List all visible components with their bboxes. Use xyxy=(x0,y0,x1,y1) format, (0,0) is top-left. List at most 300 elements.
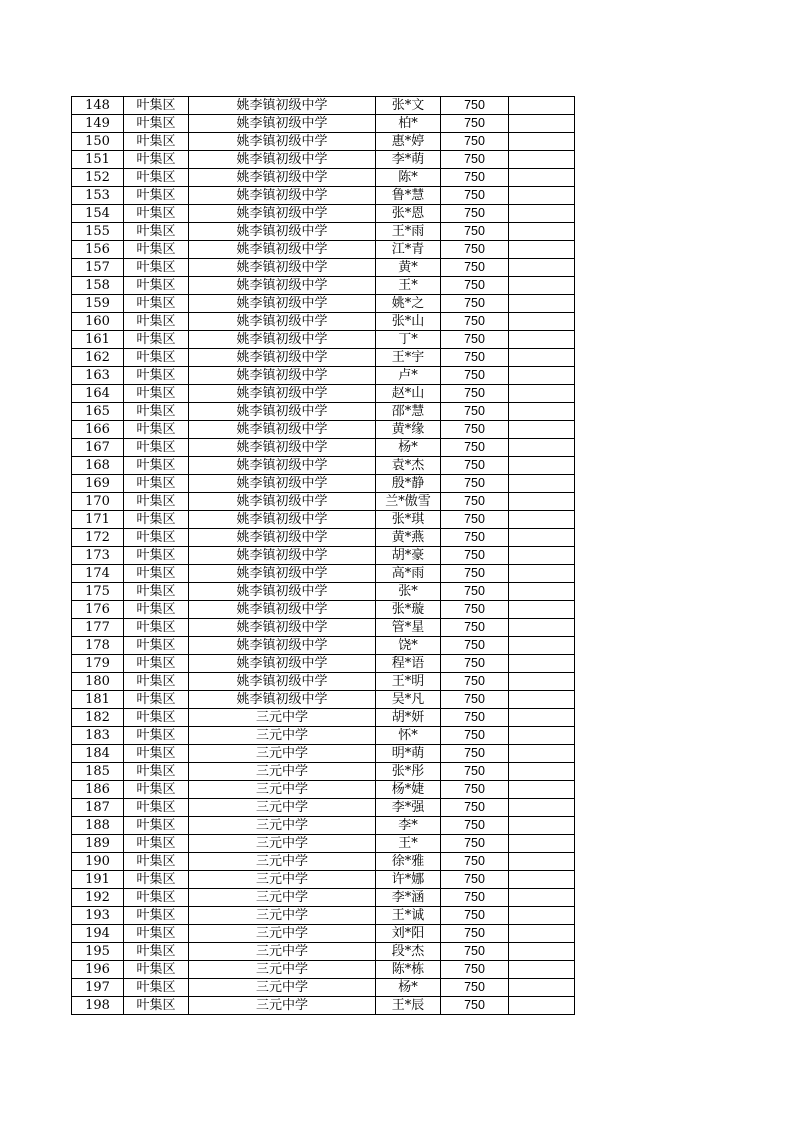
row-number-cell: 193 xyxy=(72,907,124,925)
school-cell: 三元中学 xyxy=(189,925,376,943)
score-cell: 750 xyxy=(441,835,509,853)
student-name-cell: 殷*静 xyxy=(376,475,441,493)
table-row xyxy=(72,745,575,763)
district-cell: 叶集区 xyxy=(124,529,189,547)
student-name-cell: 张*恩 xyxy=(376,205,441,223)
row-number-cell: 194 xyxy=(72,925,124,943)
student-name-cell: 段*杰 xyxy=(376,943,441,961)
score-cell: 750 xyxy=(441,565,509,583)
score-cell: 750 xyxy=(441,781,509,799)
score-cell: 750 xyxy=(441,691,509,709)
table-row xyxy=(72,457,575,475)
student-name-cell: 袁*杰 xyxy=(376,457,441,475)
score-cell: 750 xyxy=(441,727,509,745)
table-row xyxy=(72,223,575,241)
row-number-cell: 167 xyxy=(72,439,124,457)
student-name-cell: 江*青 xyxy=(376,241,441,259)
table-row xyxy=(72,781,575,799)
district-cell: 叶集区 xyxy=(124,547,189,565)
score-cell: 750 xyxy=(441,331,509,349)
score-cell: 750 xyxy=(441,511,509,529)
remark-cell xyxy=(509,529,575,547)
district-cell: 叶集区 xyxy=(124,655,189,673)
student-name-cell: 杨*婕 xyxy=(376,781,441,799)
remark-cell xyxy=(509,979,575,997)
row-number-cell: 165 xyxy=(72,403,124,421)
school-cell: 姚李镇初级中学 xyxy=(189,529,376,547)
remark-cell xyxy=(509,943,575,961)
district-cell: 叶集区 xyxy=(124,583,189,601)
score-cell: 750 xyxy=(441,115,509,133)
score-cell: 750 xyxy=(441,763,509,781)
student-name-cell: 惠*婷 xyxy=(376,133,441,151)
district-cell: 叶集区 xyxy=(124,241,189,259)
table-row xyxy=(72,709,575,727)
remark-cell xyxy=(509,871,575,889)
remark-cell xyxy=(509,817,575,835)
school-cell: 姚李镇初级中学 xyxy=(189,151,376,169)
row-number-cell: 183 xyxy=(72,727,124,745)
school-cell: 姚李镇初级中学 xyxy=(189,601,376,619)
remark-cell xyxy=(509,313,575,331)
district-cell: 叶集区 xyxy=(124,205,189,223)
district-cell: 叶集区 xyxy=(124,133,189,151)
table-row xyxy=(72,565,575,583)
table-row xyxy=(72,583,575,601)
district-cell: 叶集区 xyxy=(124,853,189,871)
table-row xyxy=(72,187,575,205)
score-cell: 750 xyxy=(441,583,509,601)
district-cell: 叶集区 xyxy=(124,961,189,979)
district-cell: 叶集区 xyxy=(124,637,189,655)
table-row xyxy=(72,655,575,673)
score-table-body xyxy=(72,97,575,1015)
row-number-cell: 191 xyxy=(72,871,124,889)
remark-cell xyxy=(509,169,575,187)
student-name-cell: 张*彤 xyxy=(376,763,441,781)
table-row xyxy=(72,547,575,565)
remark-cell xyxy=(509,475,575,493)
remark-cell xyxy=(509,97,575,115)
row-number-cell: 153 xyxy=(72,187,124,205)
remark-cell xyxy=(509,565,575,583)
score-cell: 750 xyxy=(441,979,509,997)
row-number-cell: 154 xyxy=(72,205,124,223)
table-row xyxy=(72,817,575,835)
remark-cell xyxy=(509,115,575,133)
score-cell: 750 xyxy=(441,547,509,565)
district-cell: 叶集区 xyxy=(124,367,189,385)
school-cell: 姚李镇初级中学 xyxy=(189,637,376,655)
district-cell: 叶集区 xyxy=(124,277,189,295)
student-name-cell: 鲁*慧 xyxy=(376,187,441,205)
remark-cell xyxy=(509,961,575,979)
remark-cell xyxy=(509,241,575,259)
table-row xyxy=(72,313,575,331)
school-cell: 姚李镇初级中学 xyxy=(189,673,376,691)
district-cell: 叶集区 xyxy=(124,349,189,367)
row-number-cell: 177 xyxy=(72,619,124,637)
student-name-cell: 王*辰 xyxy=(376,997,441,1015)
table-row xyxy=(72,997,575,1015)
student-name-cell: 黄*燕 xyxy=(376,529,441,547)
remark-cell xyxy=(509,547,575,565)
district-cell: 叶集区 xyxy=(124,889,189,907)
score-cell: 750 xyxy=(441,313,509,331)
remark-cell xyxy=(509,403,575,421)
student-name-cell: 胡*妍 xyxy=(376,709,441,727)
score-cell: 750 xyxy=(441,889,509,907)
school-cell: 三元中学 xyxy=(189,727,376,745)
student-name-cell: 李*萌 xyxy=(376,151,441,169)
score-cell: 750 xyxy=(441,367,509,385)
table-row xyxy=(72,169,575,187)
row-number-cell: 181 xyxy=(72,691,124,709)
student-name-cell: 许*娜 xyxy=(376,871,441,889)
table-row xyxy=(72,925,575,943)
score-cell: 750 xyxy=(441,241,509,259)
district-cell: 叶集区 xyxy=(124,601,189,619)
table-row xyxy=(72,115,575,133)
school-cell: 三元中学 xyxy=(189,943,376,961)
school-cell: 三元中学 xyxy=(189,745,376,763)
district-cell: 叶集区 xyxy=(124,619,189,637)
school-cell: 姚李镇初级中学 xyxy=(189,115,376,133)
district-cell: 叶集区 xyxy=(124,871,189,889)
row-number-cell: 160 xyxy=(72,313,124,331)
remark-cell xyxy=(509,727,575,745)
row-number-cell: 187 xyxy=(72,799,124,817)
score-cell: 750 xyxy=(441,637,509,655)
table-row xyxy=(72,763,575,781)
row-number-cell: 148 xyxy=(72,97,124,115)
row-number-cell: 195 xyxy=(72,943,124,961)
score-cell: 750 xyxy=(441,673,509,691)
remark-cell xyxy=(509,997,575,1015)
row-number-cell: 159 xyxy=(72,295,124,313)
row-number-cell: 168 xyxy=(72,457,124,475)
school-cell: 姚李镇初级中学 xyxy=(189,493,376,511)
remark-cell xyxy=(509,349,575,367)
table-row xyxy=(72,385,575,403)
table-row xyxy=(72,511,575,529)
district-cell: 叶集区 xyxy=(124,97,189,115)
row-number-cell: 186 xyxy=(72,781,124,799)
score-cell: 750 xyxy=(441,997,509,1015)
score-cell: 750 xyxy=(441,925,509,943)
table-row xyxy=(72,979,575,997)
remark-cell xyxy=(509,853,575,871)
school-cell: 姚李镇初级中学 xyxy=(189,691,376,709)
table-row xyxy=(72,331,575,349)
remark-cell xyxy=(509,151,575,169)
score-cell: 750 xyxy=(441,439,509,457)
district-cell: 叶集区 xyxy=(124,997,189,1015)
remark-cell xyxy=(509,205,575,223)
table-row xyxy=(72,421,575,439)
row-number-cell: 196 xyxy=(72,961,124,979)
row-number-cell: 178 xyxy=(72,637,124,655)
district-cell: 叶集区 xyxy=(124,691,189,709)
school-cell: 姚李镇初级中学 xyxy=(189,583,376,601)
remark-cell xyxy=(509,601,575,619)
student-name-cell: 王*雨 xyxy=(376,223,441,241)
table-row xyxy=(72,277,575,295)
row-number-cell: 171 xyxy=(72,511,124,529)
remark-cell xyxy=(509,925,575,943)
row-number-cell: 151 xyxy=(72,151,124,169)
school-cell: 姚李镇初级中学 xyxy=(189,259,376,277)
remark-cell xyxy=(509,493,575,511)
row-number-cell: 157 xyxy=(72,259,124,277)
score-cell: 750 xyxy=(441,295,509,313)
row-number-cell: 169 xyxy=(72,475,124,493)
table-row xyxy=(72,241,575,259)
remark-cell xyxy=(509,331,575,349)
table-row xyxy=(72,889,575,907)
score-cell: 750 xyxy=(441,133,509,151)
district-cell: 叶集区 xyxy=(124,331,189,349)
remark-cell xyxy=(509,439,575,457)
row-number-cell: 162 xyxy=(72,349,124,367)
score-cell: 750 xyxy=(441,349,509,367)
school-cell: 三元中学 xyxy=(189,889,376,907)
school-cell: 姚李镇初级中学 xyxy=(189,277,376,295)
remark-cell xyxy=(509,763,575,781)
district-cell: 叶集区 xyxy=(124,457,189,475)
table-row xyxy=(72,691,575,709)
student-name-cell: 黄*缘 xyxy=(376,421,441,439)
score-cell: 750 xyxy=(441,799,509,817)
score-cell: 750 xyxy=(441,853,509,871)
district-cell: 叶集区 xyxy=(124,817,189,835)
school-cell: 三元中学 xyxy=(189,907,376,925)
student-name-cell: 王*宇 xyxy=(376,349,441,367)
remark-cell xyxy=(509,619,575,637)
school-cell: 姚李镇初级中学 xyxy=(189,367,376,385)
remark-cell xyxy=(509,637,575,655)
school-cell: 姚李镇初级中学 xyxy=(189,97,376,115)
student-name-cell: 赵*山 xyxy=(376,385,441,403)
school-cell: 姚李镇初级中学 xyxy=(189,313,376,331)
remark-cell xyxy=(509,385,575,403)
row-number-cell: 182 xyxy=(72,709,124,727)
district-cell: 叶集区 xyxy=(124,673,189,691)
district-cell: 叶集区 xyxy=(124,115,189,133)
school-cell: 三元中学 xyxy=(189,871,376,889)
district-cell: 叶集区 xyxy=(124,943,189,961)
row-number-cell: 158 xyxy=(72,277,124,295)
school-cell: 姚李镇初级中学 xyxy=(189,349,376,367)
student-name-cell: 吴*凡 xyxy=(376,691,441,709)
student-name-cell: 胡*豪 xyxy=(376,547,441,565)
student-name-cell: 杨* xyxy=(376,979,441,997)
district-cell: 叶集区 xyxy=(124,421,189,439)
district-cell: 叶集区 xyxy=(124,709,189,727)
score-cell: 750 xyxy=(441,187,509,205)
school-cell: 姚李镇初级中学 xyxy=(189,187,376,205)
student-name-cell: 张*璇 xyxy=(376,601,441,619)
score-cell: 750 xyxy=(441,277,509,295)
remark-cell xyxy=(509,583,575,601)
student-name-cell: 程*语 xyxy=(376,655,441,673)
district-cell: 叶集区 xyxy=(124,511,189,529)
school-cell: 姚李镇初级中学 xyxy=(189,241,376,259)
student-name-cell: 陈*栋 xyxy=(376,961,441,979)
row-number-cell: 175 xyxy=(72,583,124,601)
row-number-cell: 173 xyxy=(72,547,124,565)
remark-cell xyxy=(509,709,575,727)
district-cell: 叶集区 xyxy=(124,781,189,799)
district-cell: 叶集区 xyxy=(124,799,189,817)
score-cell: 750 xyxy=(441,529,509,547)
school-cell: 姚李镇初级中学 xyxy=(189,169,376,187)
remark-cell xyxy=(509,133,575,151)
row-number-cell: 155 xyxy=(72,223,124,241)
district-cell: 叶集区 xyxy=(124,295,189,313)
school-cell: 三元中学 xyxy=(189,709,376,727)
table-row xyxy=(72,961,575,979)
remark-cell xyxy=(509,421,575,439)
row-number-cell: 164 xyxy=(72,385,124,403)
score-cell: 750 xyxy=(441,97,509,115)
table-row xyxy=(72,799,575,817)
student-name-cell: 张*山 xyxy=(376,313,441,331)
school-cell: 三元中学 xyxy=(189,835,376,853)
remark-cell xyxy=(509,655,575,673)
school-cell: 姚李镇初级中学 xyxy=(189,655,376,673)
row-number-cell: 156 xyxy=(72,241,124,259)
row-number-cell: 184 xyxy=(72,745,124,763)
score-cell: 750 xyxy=(441,169,509,187)
score-cell: 750 xyxy=(441,493,509,511)
student-name-cell: 李*强 xyxy=(376,799,441,817)
district-cell: 叶集区 xyxy=(124,763,189,781)
table-row xyxy=(72,97,575,115)
school-cell: 姚李镇初级中学 xyxy=(189,223,376,241)
remark-cell xyxy=(509,223,575,241)
district-cell: 叶集区 xyxy=(124,385,189,403)
school-cell: 三元中学 xyxy=(189,853,376,871)
school-cell: 姚李镇初级中学 xyxy=(189,511,376,529)
district-cell: 叶集区 xyxy=(124,925,189,943)
row-number-cell: 163 xyxy=(72,367,124,385)
student-name-cell: 李* xyxy=(376,817,441,835)
district-cell: 叶集区 xyxy=(124,493,189,511)
student-name-cell: 王*明 xyxy=(376,673,441,691)
student-name-cell: 丁* xyxy=(376,331,441,349)
score-cell: 750 xyxy=(441,259,509,277)
school-cell: 姚李镇初级中学 xyxy=(189,331,376,349)
row-number-cell: 166 xyxy=(72,421,124,439)
student-name-cell: 徐*雅 xyxy=(376,853,441,871)
school-cell: 三元中学 xyxy=(189,799,376,817)
row-number-cell: 176 xyxy=(72,601,124,619)
table-row xyxy=(72,907,575,925)
table-row xyxy=(72,151,575,169)
score-cell: 750 xyxy=(441,907,509,925)
score-cell: 750 xyxy=(441,421,509,439)
student-name-cell: 黄* xyxy=(376,259,441,277)
school-cell: 姚李镇初级中学 xyxy=(189,133,376,151)
table-row xyxy=(72,403,575,421)
score-cell: 750 xyxy=(441,457,509,475)
student-name-cell: 陈* xyxy=(376,169,441,187)
table-row xyxy=(72,727,575,745)
table-row xyxy=(72,349,575,367)
remark-cell xyxy=(509,511,575,529)
district-cell: 叶集区 xyxy=(124,745,189,763)
remark-cell xyxy=(509,259,575,277)
row-number-cell: 150 xyxy=(72,133,124,151)
row-number-cell: 161 xyxy=(72,331,124,349)
school-cell: 三元中学 xyxy=(189,781,376,799)
district-cell: 叶集区 xyxy=(124,403,189,421)
score-cell: 750 xyxy=(441,223,509,241)
student-name-cell: 柏* xyxy=(376,115,441,133)
score-cell: 750 xyxy=(441,655,509,673)
score-cell: 750 xyxy=(441,475,509,493)
table-row xyxy=(72,943,575,961)
table-row xyxy=(72,367,575,385)
remark-cell xyxy=(509,457,575,475)
score-cell: 750 xyxy=(441,619,509,637)
remark-cell xyxy=(509,367,575,385)
district-cell: 叶集区 xyxy=(124,187,189,205)
score-cell: 750 xyxy=(441,871,509,889)
score-cell: 750 xyxy=(441,601,509,619)
student-name-cell: 张*文 xyxy=(376,97,441,115)
student-name-cell: 张*琪 xyxy=(376,511,441,529)
student-name-cell: 张* xyxy=(376,583,441,601)
school-cell: 三元中学 xyxy=(189,763,376,781)
row-number-cell: 188 xyxy=(72,817,124,835)
student-name-cell: 杨* xyxy=(376,439,441,457)
row-number-cell: 190 xyxy=(72,853,124,871)
school-cell: 姚李镇初级中学 xyxy=(189,403,376,421)
table-row xyxy=(72,673,575,691)
district-cell: 叶集区 xyxy=(124,475,189,493)
school-cell: 姚李镇初级中学 xyxy=(189,475,376,493)
score-cell: 750 xyxy=(441,709,509,727)
table-row xyxy=(72,133,575,151)
row-number-cell: 198 xyxy=(72,997,124,1015)
student-name-cell: 王* xyxy=(376,835,441,853)
remark-cell xyxy=(509,187,575,205)
remark-cell xyxy=(509,835,575,853)
student-name-cell: 王*诚 xyxy=(376,907,441,925)
district-cell: 叶集区 xyxy=(124,151,189,169)
school-cell: 姚李镇初级中学 xyxy=(189,205,376,223)
row-number-cell: 185 xyxy=(72,763,124,781)
student-name-cell: 邵*慧 xyxy=(376,403,441,421)
remark-cell xyxy=(509,781,575,799)
table-row xyxy=(72,619,575,637)
score-cell: 750 xyxy=(441,961,509,979)
school-cell: 姚李镇初级中学 xyxy=(189,295,376,313)
school-cell: 三元中学 xyxy=(189,817,376,835)
table-row xyxy=(72,835,575,853)
district-cell: 叶集区 xyxy=(124,313,189,331)
score-cell: 750 xyxy=(441,151,509,169)
table-row xyxy=(72,853,575,871)
table-row xyxy=(72,493,575,511)
row-number-cell: 189 xyxy=(72,835,124,853)
district-cell: 叶集区 xyxy=(124,223,189,241)
district-cell: 叶集区 xyxy=(124,979,189,997)
score-cell: 750 xyxy=(441,943,509,961)
row-number-cell: 197 xyxy=(72,979,124,997)
